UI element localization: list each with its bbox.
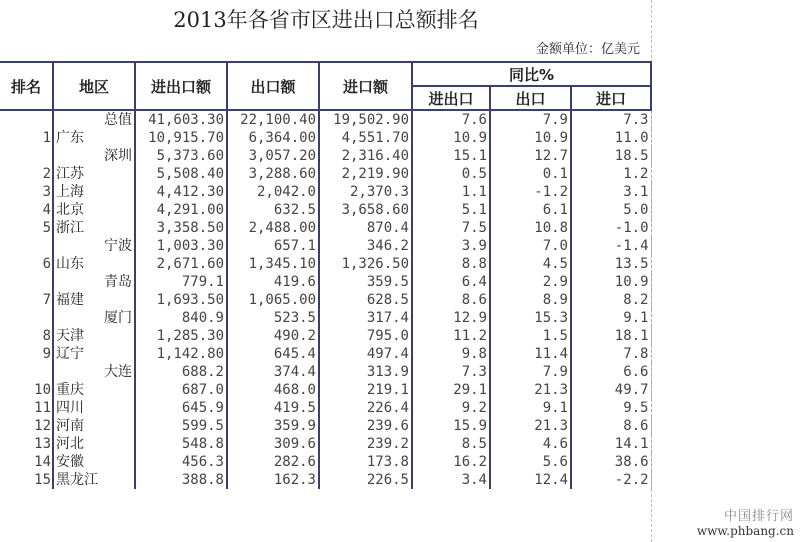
cell-yoy-total: 3.4 — [412, 471, 490, 489]
cell-region: 宁波 — [53, 237, 135, 255]
cell-total: 1,142.80 — [135, 345, 227, 363]
cell-region: 大连 — [53, 363, 135, 381]
table-row — [0, 345, 651, 363]
cell-yoy-export: 21.3 — [490, 381, 571, 399]
cell-total: 1,285.30 — [135, 327, 227, 345]
cell-yoy-export: 7.9 — [490, 363, 571, 381]
cell-total: 599.5 — [135, 417, 227, 435]
cell-yoy-total: 16.2 — [412, 453, 490, 471]
cell-yoy-total: 1.1 — [412, 183, 490, 201]
cell-yoy-export: 8.9 — [490, 291, 571, 309]
cell-import: 239.6 — [319, 417, 412, 435]
table-row — [0, 237, 651, 255]
cell-import: 4,551.70 — [319, 129, 412, 147]
cell-yoy-export: 0.1 — [490, 165, 571, 183]
cell-rank: 12 — [34, 418, 51, 434]
cell-rank — [0, 363, 53, 381]
cell-yoy-export: 1.5 — [490, 327, 571, 345]
cell-total: 4,291.00 — [135, 201, 227, 219]
cell-total: 840.9 — [135, 309, 227, 327]
cell-import: 795.0 — [319, 327, 412, 345]
cell-yoy-import: 18.5 — [571, 147, 651, 165]
cell-total: 779.1 — [135, 273, 227, 291]
cell-export: 359.9 — [227, 417, 319, 435]
cell-yoy-export: 4.6 — [490, 435, 571, 453]
cell-export: 3,057.20 — [227, 147, 319, 165]
cell-yoy-import: 11.0 — [571, 129, 651, 147]
cell-export: 1,065.00 — [227, 291, 319, 309]
cell-region: 浙江 — [53, 219, 135, 237]
cell-yoy-export: 10.9 — [490, 129, 571, 147]
cell-import: 2,370.3 — [319, 183, 412, 201]
cell-export: 468.0 — [227, 381, 319, 399]
cell-export: 523.5 — [227, 309, 319, 327]
cell-yoy-import: 5.0 — [571, 201, 651, 219]
cell-export: 645.4 — [227, 345, 319, 363]
cell-export: 162.3 — [227, 471, 319, 489]
cell-total: 10,915.70 — [135, 129, 227, 147]
watermark — [697, 505, 794, 538]
cell-yoy-import: 14.1 — [571, 435, 651, 453]
cell-rank: 9 — [42, 346, 51, 362]
cell-yoy-export: 6.1 — [490, 201, 571, 219]
cell-export: 632.5 — [227, 201, 319, 219]
cell-region: 辽宁 — [53, 345, 135, 363]
cell-yoy-export: 12.7 — [490, 147, 571, 165]
cell-import: 3,658.60 — [319, 201, 412, 219]
table-body — [0, 110, 651, 489]
cell-total: 548.8 — [135, 435, 227, 453]
unit-label: 金额单位：亿美元 — [535, 42, 640, 57]
cell-rank: 13 — [34, 436, 51, 452]
cell-import: 219.1 — [319, 381, 412, 399]
cell-total: 2,671.60 — [135, 255, 227, 273]
cell-yoy-export: 10.8 — [490, 219, 571, 237]
table-row — [0, 147, 651, 165]
cell-yoy-total: 7.3 — [412, 363, 490, 381]
cell-yoy-import: 9.1 — [571, 309, 651, 327]
cell-export: 419.6 — [227, 273, 319, 291]
table-row — [0, 273, 651, 291]
cell-rank: 11 — [34, 400, 51, 416]
cell-yoy-import: 7.8 — [571, 345, 651, 363]
table-row — [0, 309, 651, 327]
cell-import: 497.4 — [319, 345, 412, 363]
cell-yoy-total: 8.6 — [412, 291, 490, 309]
watermark-url: www.phbang.cn — [696, 524, 794, 538]
table-row — [0, 471, 651, 489]
cell-yoy-total: 11.2 — [412, 327, 490, 345]
cell-yoy-total: 6.4 — [412, 273, 490, 291]
cell-region: 黑龙江 — [53, 471, 135, 489]
header-yoy-import: 进口 — [571, 86, 651, 110]
cell-import: 2,316.40 — [319, 147, 412, 165]
table-row — [0, 435, 651, 453]
cell-total: 1,003.30 — [135, 237, 227, 255]
cell-region: 山东 — [53, 255, 135, 273]
page-title: 2013年各省市区进出口总额排名 — [173, 8, 479, 32]
cell-region: 广东 — [53, 129, 135, 147]
table-row — [0, 183, 651, 201]
cell-yoy-import: 9.5 — [571, 399, 651, 417]
cell-yoy-export: -1.2 — [490, 183, 571, 201]
cell-yoy-import: 8.2 — [571, 291, 651, 309]
cell-import: 173.8 — [319, 453, 412, 471]
cell-region: 青岛 — [53, 273, 135, 291]
cell-rank: 8 — [42, 328, 51, 344]
table-row — [0, 165, 651, 183]
cell-yoy-total: 12.9 — [412, 309, 490, 327]
cell-region: 总值 — [53, 110, 135, 129]
cell-yoy-export: 7.9 — [490, 110, 571, 129]
header-export: 出口额 — [227, 62, 319, 110]
cell-total: 5,508.40 — [135, 165, 227, 183]
watermark-name: 中国排行网 — [723, 509, 794, 524]
cell-export: 282.6 — [227, 453, 319, 471]
cell-total: 41,603.30 — [135, 110, 227, 129]
cell-rank: 15 — [34, 472, 51, 488]
cell-yoy-import: 7.3 — [571, 110, 651, 129]
cell-import: 870.4 — [319, 219, 412, 237]
cell-region: 江苏 — [53, 165, 135, 183]
cell-total: 388.8 — [135, 471, 227, 489]
cell-export: 657.1 — [227, 237, 319, 255]
header-yoy-export: 出口 — [490, 86, 571, 110]
cell-yoy-import: 13.5 — [571, 255, 651, 273]
table-row — [0, 219, 651, 237]
cell-rank — [0, 147, 53, 165]
cell-yoy-total: 15.1 — [412, 147, 490, 165]
cell-yoy-total: 8.8 — [412, 255, 490, 273]
cell-export: 419.5 — [227, 399, 319, 417]
cell-yoy-total: 7.6 — [412, 110, 490, 129]
cell-export: 3,288.60 — [227, 165, 319, 183]
header-import: 进口额 — [319, 62, 412, 110]
cell-total: 456.3 — [135, 453, 227, 471]
table-row — [0, 381, 651, 399]
cell-export: 2,488.00 — [227, 219, 319, 237]
cell-region: 北京 — [53, 201, 135, 219]
table-row — [0, 291, 651, 309]
cell-region: 厦门 — [53, 309, 135, 327]
cell-export: 1,345.10 — [227, 255, 319, 273]
cell-yoy-export: 21.3 — [490, 417, 571, 435]
cell-yoy-total: 3.9 — [412, 237, 490, 255]
cell-region: 河南 — [53, 417, 135, 435]
cell-yoy-export: 9.1 — [490, 399, 571, 417]
cell-yoy-total: 0.5 — [412, 165, 490, 183]
cell-rank: 1 — [42, 130, 51, 146]
cell-rank: 3 — [42, 184, 51, 200]
cell-region: 深圳 — [53, 147, 135, 165]
cell-import: 19,502.90 — [319, 110, 412, 129]
cell-rank: 14 — [34, 454, 51, 470]
cell-yoy-import: 6.6 — [571, 363, 651, 381]
cell-total: 687.0 — [135, 381, 227, 399]
table-row — [0, 399, 651, 417]
cell-yoy-total: 29.1 — [412, 381, 490, 399]
cell-export: 2,042.0 — [227, 183, 319, 201]
header-rank: 排名 — [0, 62, 53, 110]
cell-total: 5,373.60 — [135, 147, 227, 165]
cell-import: 359.5 — [319, 273, 412, 291]
cell-yoy-total: 10.9 — [412, 129, 490, 147]
cell-rank — [0, 309, 53, 327]
cell-yoy-total: 7.5 — [412, 219, 490, 237]
cell-yoy-export: 2.9 — [490, 273, 571, 291]
cell-yoy-import: -1.0 — [571, 219, 651, 237]
cell-yoy-import: 38.6 — [571, 453, 651, 471]
cell-import: 346.2 — [319, 237, 412, 255]
table-row — [0, 110, 651, 129]
cell-import: 226.4 — [319, 399, 412, 417]
cell-region: 安徽 — [53, 453, 135, 471]
cell-total: 3,358.50 — [135, 219, 227, 237]
cell-yoy-export: 7.0 — [490, 237, 571, 255]
header-total: 进出口额 — [135, 62, 227, 110]
cell-export: 374.4 — [227, 363, 319, 381]
cell-import: 313.9 — [319, 363, 412, 381]
table-row — [0, 201, 651, 219]
cell-yoy-export: 12.4 — [490, 471, 571, 489]
cell-rank: 2 — [42, 166, 51, 182]
header-region: 地区 — [53, 62, 135, 110]
cell-yoy-import: 18.1 — [571, 327, 651, 345]
cell-import: 226.5 — [319, 471, 412, 489]
cell-rank: 6 — [42, 256, 51, 272]
header-yoy-total: 进出口 — [412, 86, 490, 110]
ranking-table — [0, 61, 652, 489]
cell-region: 四川 — [53, 399, 135, 417]
table-row — [0, 129, 651, 147]
cell-export: 309.6 — [227, 435, 319, 453]
cell-region: 河北 — [53, 435, 135, 453]
cell-import: 239.2 — [319, 435, 412, 453]
cell-yoy-export: 11.4 — [490, 345, 571, 363]
cell-total: 645.9 — [135, 399, 227, 417]
cell-rank — [0, 110, 53, 129]
cell-yoy-total: 9.2 — [412, 399, 490, 417]
cell-total: 1,693.50 — [135, 291, 227, 309]
cell-import: 317.4 — [319, 309, 412, 327]
cell-total: 4,412.30 — [135, 183, 227, 201]
cell-yoy-export: 15.3 — [490, 309, 571, 327]
table-row — [0, 255, 651, 273]
cell-export: 6,364.00 — [227, 129, 319, 147]
cell-export: 490.2 — [227, 327, 319, 345]
cell-rank: 7 — [42, 292, 51, 308]
cell-rank: 10 — [34, 382, 51, 398]
cell-region: 上海 — [53, 183, 135, 201]
table-row — [0, 363, 651, 381]
cell-yoy-import: 1.2 — [571, 165, 651, 183]
cell-import: 2,219.90 — [319, 165, 412, 183]
table-row — [0, 327, 651, 345]
cell-total: 688.2 — [135, 363, 227, 381]
cell-yoy-total: 5.1 — [412, 201, 490, 219]
cell-region: 天津 — [53, 327, 135, 345]
cell-yoy-import: 10.9 — [571, 273, 651, 291]
cell-yoy-export: 5.6 — [490, 453, 571, 471]
header-yoy: 同比% — [412, 62, 651, 86]
cell-rank — [0, 273, 53, 291]
cell-yoy-total: 8.5 — [412, 435, 490, 453]
cell-yoy-import: -2.2 — [571, 471, 651, 489]
cell-import: 1,326.50 — [319, 255, 412, 273]
table-row — [0, 417, 651, 435]
cell-yoy-export: 4.5 — [490, 255, 571, 273]
cell-yoy-total: 9.8 — [412, 345, 490, 363]
cell-yoy-import: 8.6 — [571, 417, 651, 435]
cell-rank — [0, 237, 53, 255]
cell-yoy-total: 15.9 — [412, 417, 490, 435]
cell-yoy-import: 49.7 — [571, 381, 651, 399]
cell-rank: 5 — [42, 220, 51, 236]
cell-yoy-import: -1.4 — [571, 237, 651, 255]
cell-region: 重庆 — [53, 381, 135, 399]
cell-region: 福建 — [53, 291, 135, 309]
cell-import: 628.5 — [319, 291, 412, 309]
cell-export: 22,100.40 — [227, 110, 319, 129]
table-row — [0, 453, 651, 471]
cell-yoy-import: 3.1 — [571, 183, 651, 201]
cell-rank: 4 — [42, 202, 51, 218]
